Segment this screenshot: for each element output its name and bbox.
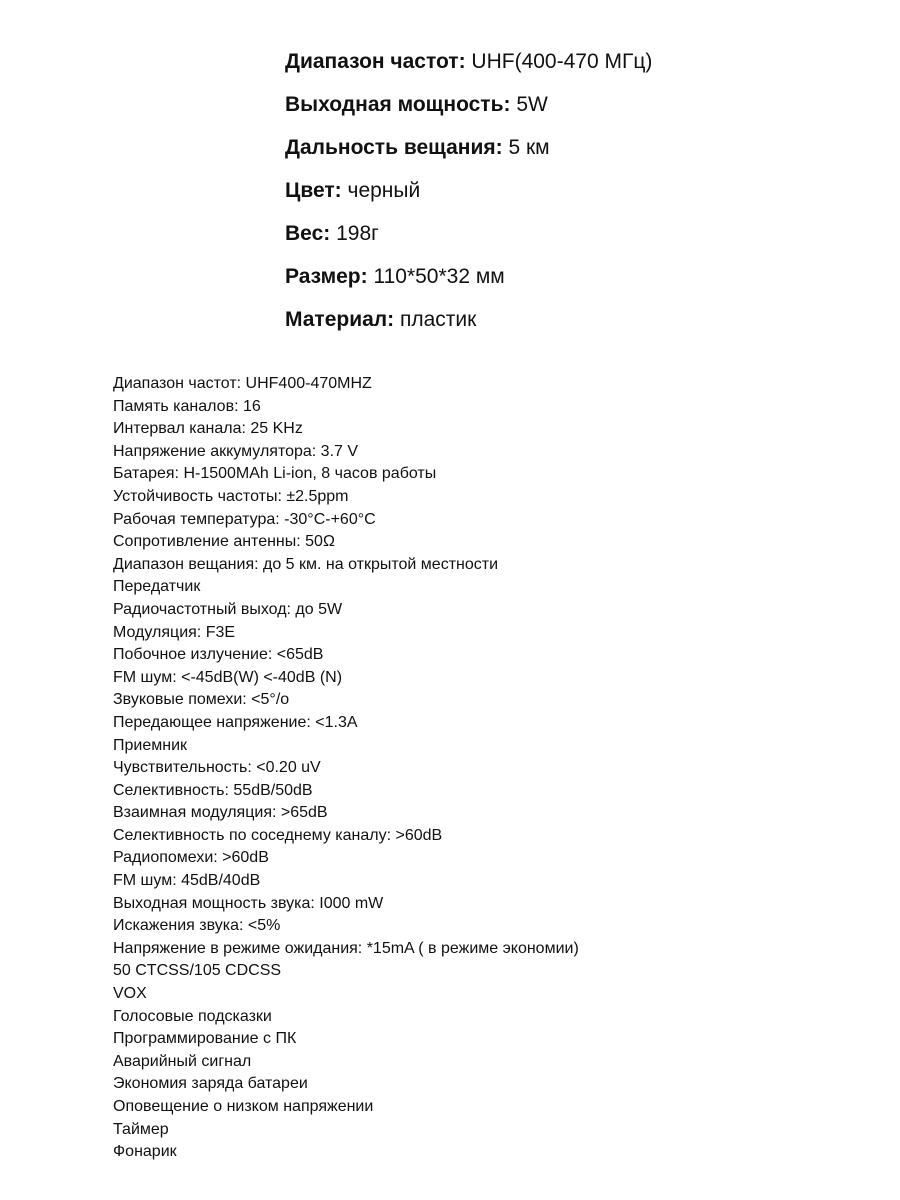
summary-row-frequency	[285, 44, 885, 87]
spec-line: Память каналов: 16	[113, 397, 261, 415]
summary-value: 198г	[336, 222, 379, 245]
spec-line: Фонарик	[113, 1143, 177, 1161]
spec-line: Рабочая температура: -30°C-+60°C	[113, 510, 376, 528]
spec-line: Напряжение аккумулятора: 3.7 V	[113, 442, 359, 460]
spec-line: Радиопомехи: >60dB	[113, 849, 269, 867]
summary-row-size	[285, 259, 885, 302]
summary-value: пластик	[400, 308, 477, 331]
spec-line: Диапазон частот: UHF400-470MHZ	[113, 375, 372, 392]
spec-list	[113, 373, 873, 1164]
spec-line: 50 CTCSS/105 CDCSS	[113, 962, 282, 980]
summary-value: 110*50*32 мм	[373, 265, 505, 288]
summary-row-weight	[285, 216, 885, 259]
summary-label: Материал:	[285, 308, 395, 331]
summary-label: Выходная мощность:	[285, 93, 511, 116]
summary-row-color	[285, 173, 885, 216]
spec-line: Оповещение о низком напряжении	[113, 1098, 374, 1115]
summary-block	[285, 44, 885, 345]
spec-line: FM шум: 45dB/40dB	[113, 872, 261, 890]
spec-line: Сопротивление антенны: 50Ω	[113, 533, 335, 551]
spec-line: Интервал канала: 25 KHz	[113, 420, 303, 438]
summary-value: черный	[347, 179, 421, 202]
spec-line: VOX	[113, 985, 147, 1003]
spec-line: Искажения звука: <5%	[113, 917, 281, 935]
summary-value: 5 км	[508, 136, 550, 159]
summary-label: Цвет:	[285, 179, 342, 202]
summary-row-material	[285, 302, 885, 345]
summary-label: Дальность вещания:	[285, 136, 503, 159]
spec-line: Батарея: H-1500MAh Li-ion, 8 часов работы	[113, 465, 437, 483]
spec-line: Аварийный сигнал	[113, 1052, 252, 1070]
spec-line: Взаимная модуляция: >65dB	[113, 804, 328, 822]
spec-line: Диапазон вещания: до 5 км. на открытой местности	[113, 555, 499, 573]
spec-line: Голосовые подсказки	[113, 1007, 272, 1025]
summary-label: Вес:	[285, 222, 331, 245]
spec-line: Модуляция: F3E	[113, 623, 236, 641]
summary-value: UHF(400-470 МГц)	[471, 50, 653, 73]
spec-line: Звуковые помехи: <5°/o	[113, 691, 290, 709]
spec-line: Напряжение в режиме ожидания: *15mA ( в режиме экономии)	[113, 939, 579, 957]
summary-row-range	[285, 130, 885, 173]
spec-line: Устойчивость частоты: ±2.5ppm	[113, 487, 349, 505]
spec-line: Радиочастотный выход: до 5W	[113, 600, 343, 618]
spec-line: Программирование с ПК	[113, 1030, 297, 1048]
summary-label: Размер:	[285, 265, 368, 288]
spec-line: Селективность по соседнему каналу: >60dB	[113, 826, 443, 844]
spec-line: Выходная мощность звука: I000 mW	[113, 894, 384, 912]
spec-line: Селективность: 55dB/50dB	[113, 781, 313, 799]
summary-value: 5W	[516, 93, 548, 116]
spec-line: Побочное излучение: <65dB	[113, 646, 324, 664]
spec-section-heading: Приемник	[113, 736, 188, 754]
spec-line: Чувствительность: <0.20 uV	[113, 759, 321, 777]
spec-section-heading: Передатчик	[113, 578, 201, 596]
spec-line: FM шум: <-45dB(W) <-40dB (N)	[113, 668, 343, 686]
spec-line: Таймер	[113, 1120, 169, 1138]
summary-row-power	[285, 87, 885, 130]
spec-line: Экономия заряда батареи	[113, 1075, 308, 1093]
summary-label: Диапазон частот:	[285, 50, 466, 73]
spec-line: Передающее напряжение: <1.3A	[113, 713, 358, 731]
